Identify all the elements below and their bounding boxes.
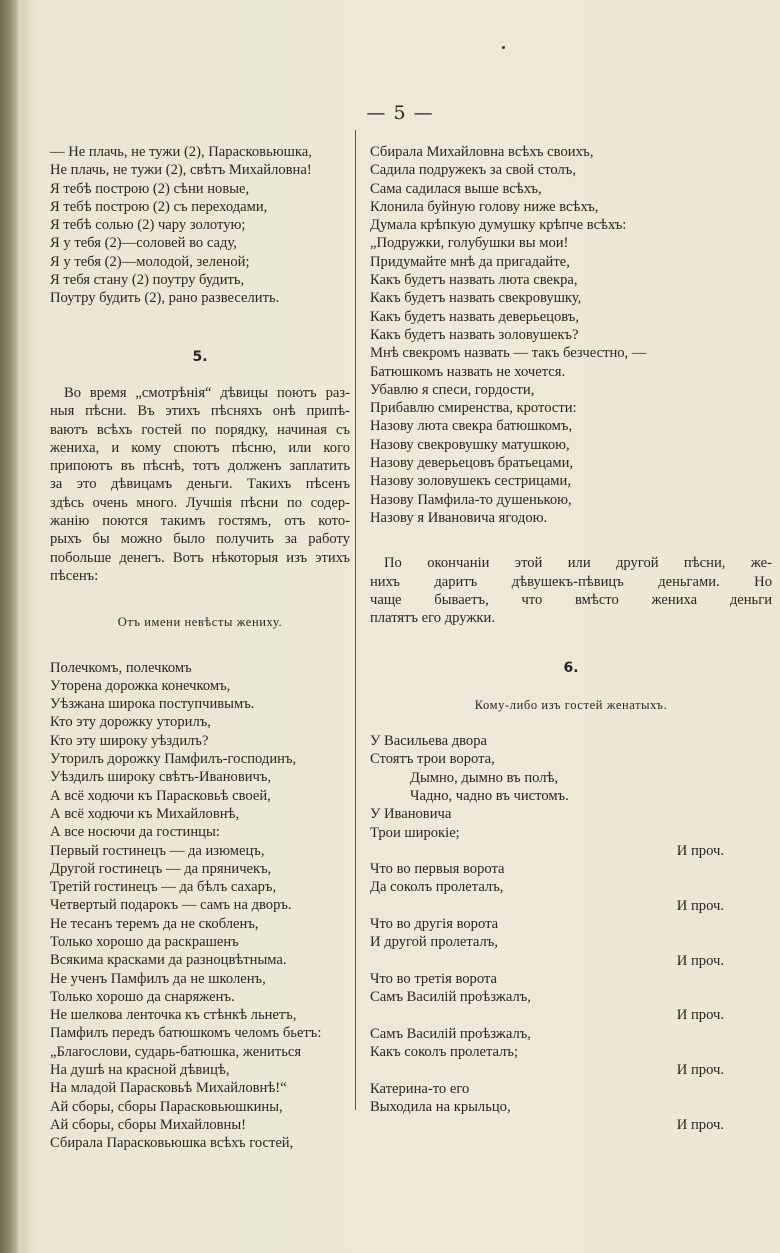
song-line: Выходила на крыльцо, [370,1098,511,1115]
song-line: Уѣзжана широка поступчивымъ. [50,696,255,713]
song-line: Самъ Василій проѣзжалъ, [370,1025,531,1042]
song-line: Полечкомъ, полечкомъ [50,659,192,676]
song-line: Третій гостинецъ — да бѣлъ сахаръ, [50,879,277,896]
page-number: — 5 — [366,102,434,124]
song-line: Только хорошо да снаряженъ. [50,988,235,1005]
song-line: Какъ будетъ назвать золовушекъ? [370,326,579,343]
song-line: Кто эту широку уѣздилъ? [50,732,209,749]
song-line: Всякима красками да разноцвѣтныма. [50,952,287,969]
section-5-closing-paragraph [370,554,772,627]
right-column [370,143,772,1135]
song-line: А всё ходючи къ Михайловнѣ, [50,805,240,822]
song-line: Сбирала Михайловна всѣхъ своихъ, [370,144,594,160]
song-line: На душѣ на красной дѣвицѣ, [50,1062,230,1079]
paragraph-line: Во время „смотрѣнія“ дѣвицы поютъ раз- [64,384,350,401]
song-line: Не плачь, не тужи (2), свѣтъ Михайловна! [50,162,312,179]
song-line: Какъ соколъ пролеталъ; [370,1044,519,1061]
song-line: Я тебѣ построю (2) съ переходами, [50,198,268,215]
section-5-paragraph [50,384,350,585]
song-line: Уторена дорожка конечкомъ, [50,677,231,694]
song-line: „Благослови, сударь-батюшка, жениться [50,1043,302,1060]
song-line: Ай сборы, сборы Михайловны! [50,1116,247,1133]
song-line: У Ивановича [370,806,452,823]
song-line: Думала крѣпкую думушку крѣпче всѣхъ: [370,217,627,234]
song-line: „Подружки, голубушки вы мои! [370,235,569,252]
song-line: А всё ходючи къ Парасковьѣ своей, [50,787,271,804]
song-line: Назову деверьецовъ братьецами, [370,455,574,472]
song-line: И проч. [676,1062,724,1079]
song-line: Какъ будетъ назвать свекровушку, [370,290,582,307]
paragraph-line: пѣсенъ: [50,567,99,584]
song-line: Назову свекровушку матушкою, [370,436,570,453]
section-number-5: 5. [192,348,208,365]
song-line: Я тебя стану (2) поутру будить, [50,272,245,289]
song-line: Уѣздилъ широку свѣтъ-Ивановичъ, [50,769,272,786]
song-line: Чадно, чадно въ чистомъ. [410,787,569,804]
song-line: Первый гостинецъ — да изюмецъ, [50,842,265,859]
song-line: Не тесанъ теремъ да не скобленъ, [50,915,259,932]
song-line: Поутру будить (2), рано развеселить. [50,290,280,307]
song-title: Отъ имени невѣсты жениху. [117,615,283,630]
paragraph-line: побольше денегъ. Вотъ нѣкоторыя изъ этихъ [50,549,350,566]
paragraph-line: чаще бываетъ, что вмѣсто жениха деньги [370,591,772,608]
song-line: Кто эту дорожку уторилъ, [50,714,211,731]
song-line: Не ученъ Памфилъ да не школенъ, [50,970,266,987]
song-line: Стоятъ трои ворота, [370,751,495,768]
paragraph-line: жанію поются такимъ гостямъ, отъ кото- [50,513,350,530]
book-page [20,0,780,1253]
paragraph-line: здѣсь очень много. Лучшія пѣсни по содер- [50,494,350,511]
song-continued [370,143,772,527]
song-line: — Не плачь, не тужи (2), Парасковьюшка, [50,144,312,160]
song-line: Прибавлю смиренства, кротости: [370,400,577,417]
paragraph-line: припоютъ въ пѣснѣ, тотъ долженъ заплатить [50,458,350,475]
song-line: Ай сборы, сборы Парасковьюшкины, [50,1098,283,1115]
song-line: Что во первыя ворота [370,861,505,878]
song-line: Какъ будетъ назвать деверьецовъ, [370,308,580,325]
song-line: Назову золовушекъ сестрицами, [370,473,571,490]
song-intro [50,143,350,308]
song-line: Убавлю я спеси, гордости, [370,381,535,398]
paragraph-line: за это дѣвицамъ деньги. Такихъ пѣсенъ [50,476,350,493]
paragraph-line: нихъ даритъ дѣвушекъ-пѣвицъ деньгами. Но [370,573,772,590]
section-number-6: 6. [563,660,579,677]
song-line: И проч. [676,1117,724,1134]
song-line: Мнѣ свекромъ назвать — такъ безчестно, — [370,345,647,362]
column-divider [355,130,356,1110]
song-line: Не шелкова ленточка къ стѣнкѣ льнетъ, [50,1007,297,1024]
song-line: Назову Памфила-то душенькою, [370,491,572,508]
song-line: Четвертый подарокъ — самъ на дворъ. [50,897,292,914]
song-line: Какъ будетъ назвать люта свекра, [370,272,578,289]
song-line: У Васильева двора [370,733,488,750]
song-line: Самъ Василій проѣзжалъ, [370,989,531,1006]
song-line: И проч. [676,952,724,969]
song-line: Катерина-то его [370,1080,470,1097]
song-line: Я у тебя (2)—молодой, зеленой; [50,253,250,270]
song-line: Назову я Ивановича ягодою. [370,509,548,526]
song-line: Садила подружекъ за свой столъ, [370,162,576,179]
song-line: А все носючи да гостинцы: [50,824,220,841]
song-line: Что во третія ворота [370,970,497,987]
song-line: И проч. [676,1007,724,1024]
song-line: Назову люта свекра батюшкомъ, [370,418,573,435]
song-line: Я у тебя (2)—соловей во саду, [50,235,237,252]
song-line: Да соколъ пролеталъ, [370,879,504,896]
song-line: Памфилъ передъ батюшкомъ челомъ бьетъ: [50,1025,322,1042]
song-line: Я тебѣ пострoю (2) сѣни новые, [50,180,250,197]
left-column [50,143,350,1153]
paragraph-line: рыхъ бы можно было получить за работу [50,531,350,548]
song-line: И проч. [676,842,724,859]
song-line: Придумайте мнѣ да пригадайте, [370,253,570,270]
song-line: Другой гостинецъ — да пряничекъ, [50,860,272,877]
song-lines [50,659,350,1153]
ink-speck [502,46,505,49]
song-line: Уторилъ дорожку Памфилъ-господинъ, [50,751,297,768]
song-line: На младой Парасковьѣ Михайловнѣ!“ [50,1080,287,1097]
song-line: Трои широкіе; [370,824,460,841]
paragraph-line: платятъ его дружки. [370,610,495,627]
song-line: И другой пролеталъ, [370,934,499,951]
song-line: Что во другія ворота [370,915,499,932]
song-line: Батюшкомъ назвать не хочется. [370,363,566,380]
song-line: Сбирала Парасковьюшка всѣхъ гостей, [50,1135,294,1152]
paragraph-line: ныя пѣсни. Въ этихъ пѣсняхъ онѣ припѣ- [50,403,350,420]
song-line: Клонила буйную голову ниже всѣхъ, [370,198,599,215]
paragraph-line: По окончаніи этой или другой пѣсни, же- [384,555,772,572]
book-spine [0,0,20,1253]
song-line: Только хорошо да раскрашенъ [50,933,239,950]
song-line: Я тебѣ солью (2) чару золотую; [50,217,246,234]
song-title-6: Кому-либо изъ гостей женатыхъ. [474,697,668,712]
song-line: И проч. [676,897,724,914]
paragraph-line: жениха, и кому споютъ пѣсню, или кого [50,439,350,456]
song-6-lines [370,732,772,1135]
paragraph-line: ваютъ всѣхъ гостей по порядку, начиная съ [50,421,350,438]
song-line: Дымно, дымно въ полѣ, [410,769,559,786]
song-line: Сама садилася выше всѣхъ, [370,180,542,197]
